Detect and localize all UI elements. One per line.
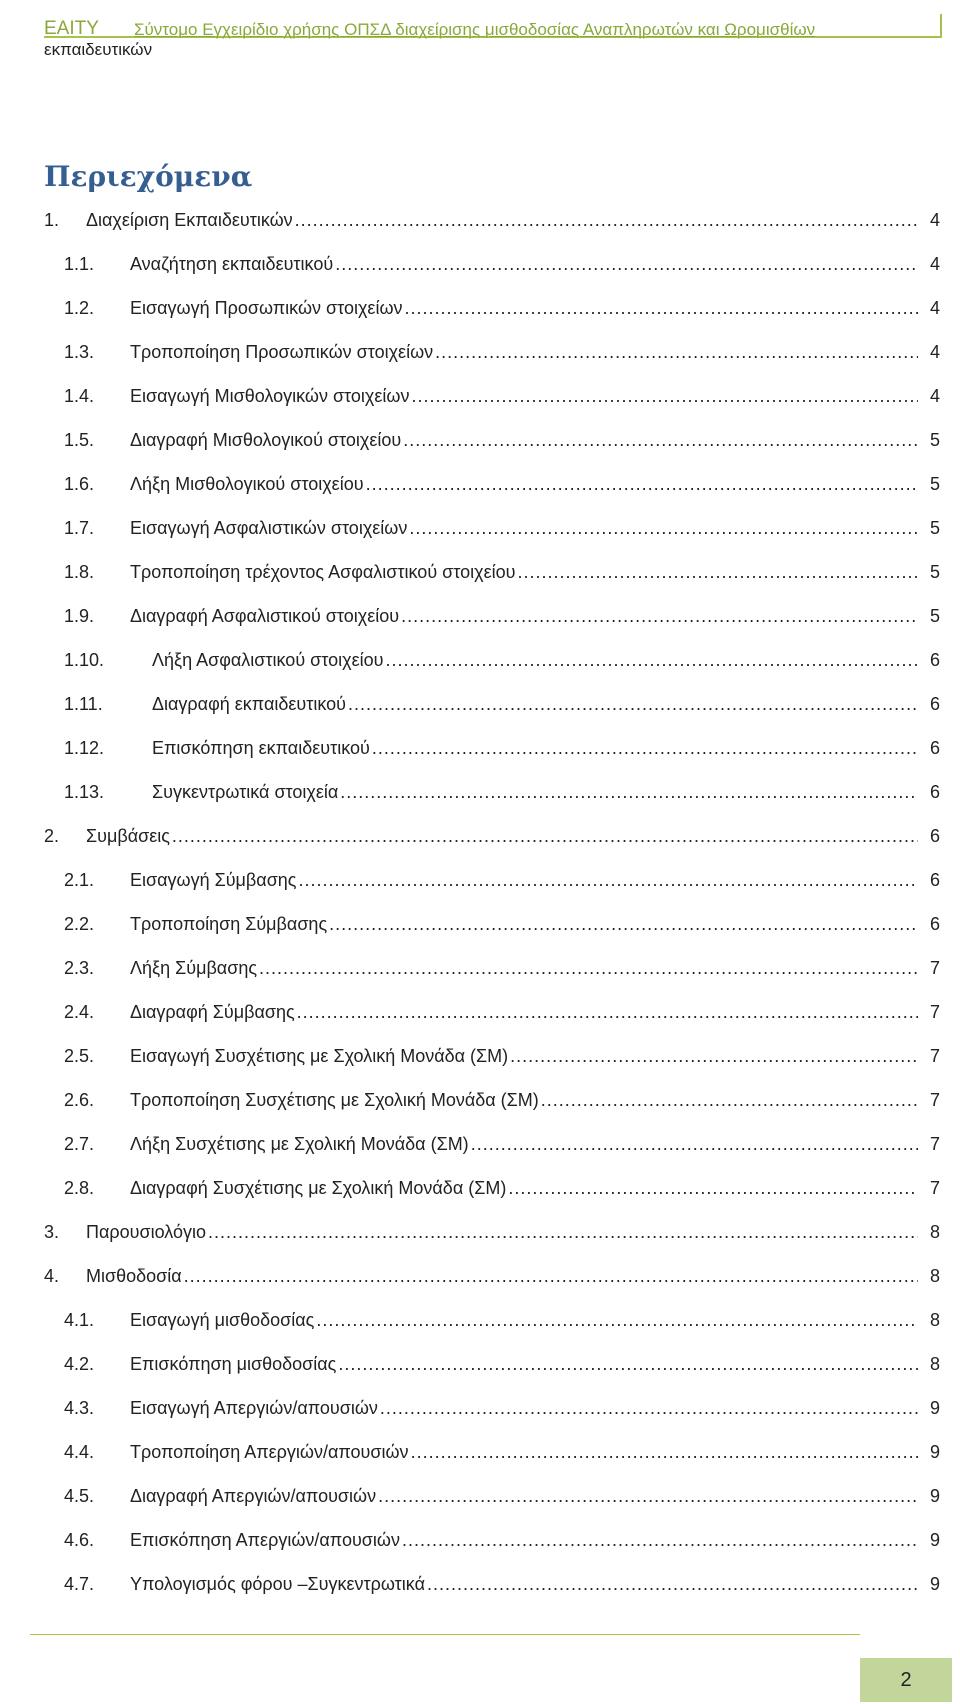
toc-entry[interactable] (44, 242, 940, 286)
toc-entry-line (130, 1122, 940, 1166)
toc-entry-title[interactable]: Υπολογισμός φόρου –Συγκεντρωτικά (130, 1562, 427, 1606)
toc-entry[interactable] (44, 902, 940, 946)
toc-dot-leader (366, 462, 918, 506)
toc-entry-number: 2.1. (64, 870, 95, 890)
toc-entry-number: 1.3. (64, 342, 95, 362)
toc-entry[interactable] (44, 814, 940, 858)
toc-entry-number: 2.7. (64, 1134, 95, 1154)
toc-dot-leader (297, 990, 918, 1034)
toc-entry-number: 1.2. (64, 298, 95, 318)
page-number: 2 (860, 1658, 952, 1702)
header-org: ΕΑΙΤΥ (44, 18, 99, 39)
toc-entry-title[interactable]: Επισκόπηση εκπαιδευτικού (152, 726, 372, 770)
toc-dot-leader (184, 1254, 918, 1298)
toc-entry-line (86, 1254, 940, 1298)
toc-entry-number: 4.7. (64, 1574, 95, 1594)
toc-entry-line (130, 242, 940, 286)
toc-dot-leader (329, 902, 918, 946)
toc-dot-leader (403, 418, 918, 462)
toc-entry-title[interactable]: Τροποποίηση τρέχοντος Ασφαλιστικού στοιχείου (130, 550, 517, 594)
toc-entry-page: 7 (918, 1078, 940, 1122)
toc-entry-number: 1.10. (64, 650, 105, 670)
toc-entry-line (130, 550, 940, 594)
toc-entry-number: 2. (44, 826, 60, 846)
toc-entry-title[interactable]: Λήξη Μισθολογικού στοιχείου (130, 462, 366, 506)
toc-entry-line (130, 1166, 940, 1210)
toc-dot-leader (409, 506, 918, 550)
toc-entry-page: 6 (918, 726, 940, 770)
page-header (44, 14, 942, 38)
toc-entry-title[interactable]: Επισκόπηση Απεργιών/απουσιών (130, 1518, 402, 1562)
toc-entry-line (130, 946, 940, 990)
toc-entry[interactable] (44, 770, 940, 814)
toc-dot-leader (508, 1166, 918, 1210)
toc-entry-page: 5 (918, 506, 940, 550)
toc-entry[interactable] (44, 990, 940, 1034)
toc-entry-line (130, 1034, 940, 1078)
toc-entry-page: 8 (918, 1254, 940, 1298)
toc-entry-page: 4 (918, 330, 940, 374)
toc-dot-leader (471, 1122, 918, 1166)
toc-entry-title[interactable]: Τροποποίηση Απεργιών/απουσιών (130, 1430, 411, 1474)
toc-entry[interactable] (44, 946, 940, 990)
header-title-continuation: εκπαιδευτικών (44, 40, 153, 59)
toc-entry-number: 3. (44, 1222, 60, 1242)
toc-entry-page: 8 (918, 1342, 940, 1386)
toc-entry-title[interactable]: Εισαγωγή Απεργιών/απουσιών (130, 1386, 380, 1430)
toc-entry-line (152, 726, 940, 770)
toc-dot-leader (340, 770, 918, 814)
toc-entry-page: 7 (918, 990, 940, 1034)
toc-entry[interactable] (44, 286, 940, 330)
toc-entry-page: 9 (918, 1474, 940, 1518)
toc-dot-leader (295, 198, 918, 242)
toc-entry-title[interactable]: Εισαγωγή Μισθολογικών στοιχείων (130, 374, 411, 418)
footer-divider (30, 1634, 860, 1635)
toc-dot-leader (517, 550, 918, 594)
toc-entry[interactable] (44, 1298, 940, 1342)
toc-entry[interactable] (44, 1474, 940, 1518)
toc-entry-page: 6 (918, 770, 940, 814)
toc-entry-title[interactable]: Διαχείριση Εκπαιδευτικών (86, 198, 295, 242)
toc-entry-page: 7 (918, 1122, 940, 1166)
toc-entry-page: 5 (918, 550, 940, 594)
toc-entry-line (130, 1474, 940, 1518)
toc-entry-number: 1.7. (64, 518, 95, 538)
toc-entry-page: 6 (918, 902, 940, 946)
toc-entry-line (152, 682, 940, 726)
toc-entry-line (86, 1210, 940, 1254)
toc-entry-line (130, 286, 940, 330)
toc-entry-line (86, 814, 940, 858)
toc-entry-title[interactable]: Παρουσιολόγιο (86, 1210, 208, 1254)
toc-entry-page: 7 (918, 1166, 940, 1210)
toc-entry-number: 1.9. (64, 606, 95, 626)
toc-entry-page: 4 (918, 374, 940, 418)
toc-entry-title[interactable]: Μισθοδοσία (86, 1254, 184, 1298)
toc-dot-leader (385, 638, 918, 682)
toc-entry-number: 2.3. (64, 958, 95, 978)
toc-entry-page: 6 (918, 858, 940, 902)
toc-entry-line (130, 418, 940, 462)
toc-entry-page: 5 (918, 418, 940, 462)
toc-entry[interactable] (44, 1210, 940, 1254)
toc-entry[interactable] (44, 330, 940, 374)
toc-entry-page: 6 (918, 638, 940, 682)
toc-entry-number: 1.11. (64, 694, 103, 714)
toc-entry-number: 1.6. (64, 474, 95, 494)
toc-entry-title[interactable]: Τροποποίηση Σύμβασης (130, 902, 329, 946)
toc-dot-leader (208, 1210, 918, 1254)
toc-entry[interactable] (44, 1166, 940, 1210)
toc-entry-line (130, 1430, 940, 1474)
toc-entry-number: 2.5. (64, 1046, 95, 1066)
toc-entry-page: 6 (918, 682, 940, 726)
toc-entry[interactable] (44, 198, 940, 242)
toc-entry-page: 8 (918, 1298, 940, 1342)
toc-entry-number: 1. (44, 210, 60, 230)
toc-entry-title[interactable]: Εισαγωγή Σύμβασης (130, 858, 298, 902)
toc-entry-line (130, 1562, 940, 1606)
toc-heading: Περιεχόμενα (44, 160, 253, 193)
toc-entry-number: 2.4. (64, 1002, 95, 1022)
toc-entry-line (130, 1518, 940, 1562)
toc-entry-line (130, 1386, 940, 1430)
toc-entry-title[interactable]: Συμβάσεις (86, 814, 172, 858)
toc-entry-title[interactable]: Λήξη Ασφαλιστικού στοιχείου (152, 638, 385, 682)
toc-entry-title[interactable]: Διαγραφή Σύμβασης (130, 990, 297, 1034)
toc-entry-title[interactable]: Αναζήτηση εκπαιδευτικού (130, 242, 335, 286)
toc-entry-number: 1.4. (64, 386, 95, 406)
table-of-contents (44, 198, 940, 1606)
toc-entry[interactable] (44, 1562, 940, 1606)
toc-entry-title[interactable]: Εισαγωγή Ασφαλιστικών στοιχείων (130, 506, 409, 550)
toc-entry-line (130, 506, 940, 550)
toc-entry-line (130, 330, 940, 374)
toc-entry-title[interactable]: Επισκόπηση μισθοδοσίας (130, 1342, 338, 1386)
toc-entry[interactable] (44, 1386, 940, 1430)
toc-entry-number: 4.6. (64, 1530, 95, 1550)
toc-entry-title[interactable]: Εισαγωγή Συσχέτισης με Σχολική Μονάδα (ΣΜ) (130, 1034, 510, 1078)
toc-dot-leader (427, 1562, 918, 1606)
toc-entry-page: 9 (918, 1386, 940, 1430)
toc-entry[interactable] (44, 1034, 940, 1078)
toc-entry-page: 5 (918, 462, 940, 506)
toc-entry-line (130, 594, 940, 638)
toc-dot-leader (259, 946, 918, 990)
toc-dot-leader (298, 858, 918, 902)
toc-entry-number: 4. (44, 1266, 60, 1286)
toc-entry-number: 4.5. (64, 1486, 95, 1506)
toc-dot-leader (401, 594, 918, 638)
toc-entry-page: 9 (918, 1430, 940, 1474)
toc-entry-line (130, 462, 940, 506)
toc-entry-line (152, 770, 940, 814)
header-title[interactable]: Σύντομο Εγχειρίδιο χρήσης ΟΠΣΔ διαχείρισης μισθοδοσίας Αναπληρωτών και Ωρομισθίων (134, 20, 816, 39)
toc-entry[interactable] (44, 1122, 940, 1166)
toc-entry-title[interactable]: Διαγραφή Απεργιών/απουσιών (130, 1474, 378, 1518)
toc-entry-number: 4.4. (64, 1442, 95, 1462)
toc-entry-title[interactable]: Διαγραφή Ασφαλιστικού στοιχείου (130, 594, 401, 638)
toc-entry[interactable] (44, 682, 940, 726)
toc-dot-leader (541, 1078, 918, 1122)
toc-entry[interactable] (44, 462, 940, 506)
toc-entry-page: 6 (918, 814, 940, 858)
toc-entry-title[interactable]: Εισαγωγή Προσωπικών στοιχείων (130, 286, 405, 330)
toc-dot-leader (402, 1518, 918, 1562)
toc-entry-number: 1.5. (64, 430, 95, 450)
toc-entry-line (152, 638, 940, 682)
toc-entry[interactable] (44, 726, 940, 770)
toc-entry-line (86, 198, 940, 242)
toc-entry-page: 9 (918, 1562, 940, 1606)
toc-entry[interactable] (44, 1254, 940, 1298)
toc-entry-title[interactable]: Συγκεντρωτικά στοιχεία (152, 770, 340, 814)
toc-entry-page: 5 (918, 594, 940, 638)
toc-entry-number: 1.13. (64, 782, 105, 802)
toc-entry[interactable] (44, 374, 940, 418)
toc-dot-leader (378, 1474, 918, 1518)
toc-dot-leader (335, 242, 918, 286)
toc-entry-line (130, 1078, 940, 1122)
toc-entry[interactable] (44, 1518, 940, 1562)
toc-dot-leader (510, 1034, 918, 1078)
toc-entry[interactable] (44, 1430, 940, 1474)
toc-entry-title[interactable]: Εισαγωγή μισθοδοσίας (130, 1298, 316, 1342)
toc-entry[interactable] (44, 506, 940, 550)
toc-entry-title[interactable]: Λήξη Σύμβασης (130, 946, 259, 990)
toc-entry-number: 2.6. (64, 1090, 95, 1110)
toc-entry[interactable] (44, 638, 940, 682)
toc-entry-title[interactable]: Διαγραφή εκπαιδευτικού (152, 682, 348, 726)
toc-dot-leader (372, 726, 918, 770)
toc-entry-page: 7 (918, 946, 940, 990)
toc-entry-page: 9 (918, 1518, 940, 1562)
toc-entry[interactable] (44, 550, 940, 594)
toc-entry-number: 4.3. (64, 1398, 95, 1418)
toc-entry[interactable] (44, 594, 940, 638)
toc-entry-number: 1.1. (64, 254, 95, 274)
toc-dot-leader (411, 1430, 918, 1474)
toc-dot-leader (348, 682, 918, 726)
toc-dot-leader (435, 330, 918, 374)
toc-entry-line (130, 990, 940, 1034)
toc-dot-leader (338, 1342, 918, 1386)
toc-entry-number: 4.2. (64, 1354, 95, 1374)
toc-entry-number: 4.1. (64, 1310, 95, 1330)
toc-entry-line (130, 1298, 940, 1342)
toc-entry-title[interactable]: Λήξη Συσχέτισης με Σχολική Μονάδα (ΣΜ) (130, 1122, 471, 1166)
toc-dot-leader (405, 286, 919, 330)
toc-entry-page: 4 (918, 198, 940, 242)
toc-entry-page: 4 (918, 286, 940, 330)
toc-entry-title[interactable]: Διαγραφή Μισθολογικού στοιχείου (130, 418, 403, 462)
toc-entry-line (130, 1342, 940, 1386)
toc-entry-title[interactable]: Διαγραφή Συσχέτισης με Σχολική Μονάδα (ΣΜ) (130, 1166, 508, 1210)
toc-dot-leader (316, 1298, 918, 1342)
toc-entry-number: 2.2. (64, 914, 95, 934)
toc-entry-page: 7 (918, 1034, 940, 1078)
toc-entry[interactable] (44, 418, 940, 462)
toc-entry-line (130, 858, 940, 902)
toc-entry-title[interactable]: Τροποποίηση Προσωπικών στοιχείων (130, 330, 435, 374)
toc-entry[interactable] (44, 1078, 940, 1122)
toc-entry-line (130, 902, 940, 946)
toc-entry-number: 1.8. (64, 562, 95, 582)
toc-entry-title[interactable]: Τροποποίηση Συσχέτισης με Σχολική Μονάδα (ΣΜ) (130, 1078, 541, 1122)
toc-entry[interactable] (44, 858, 940, 902)
toc-entry-number: 2.8. (64, 1178, 95, 1198)
toc-entry-page: 4 (918, 242, 940, 286)
toc-dot-leader (411, 374, 918, 418)
toc-entry[interactable] (44, 1342, 940, 1386)
toc-entry-number: 1.12. (64, 738, 105, 758)
toc-dot-leader (380, 1386, 918, 1430)
toc-entry-line (130, 374, 940, 418)
toc-dot-leader (172, 814, 918, 858)
toc-entry-page: 8 (918, 1210, 940, 1254)
